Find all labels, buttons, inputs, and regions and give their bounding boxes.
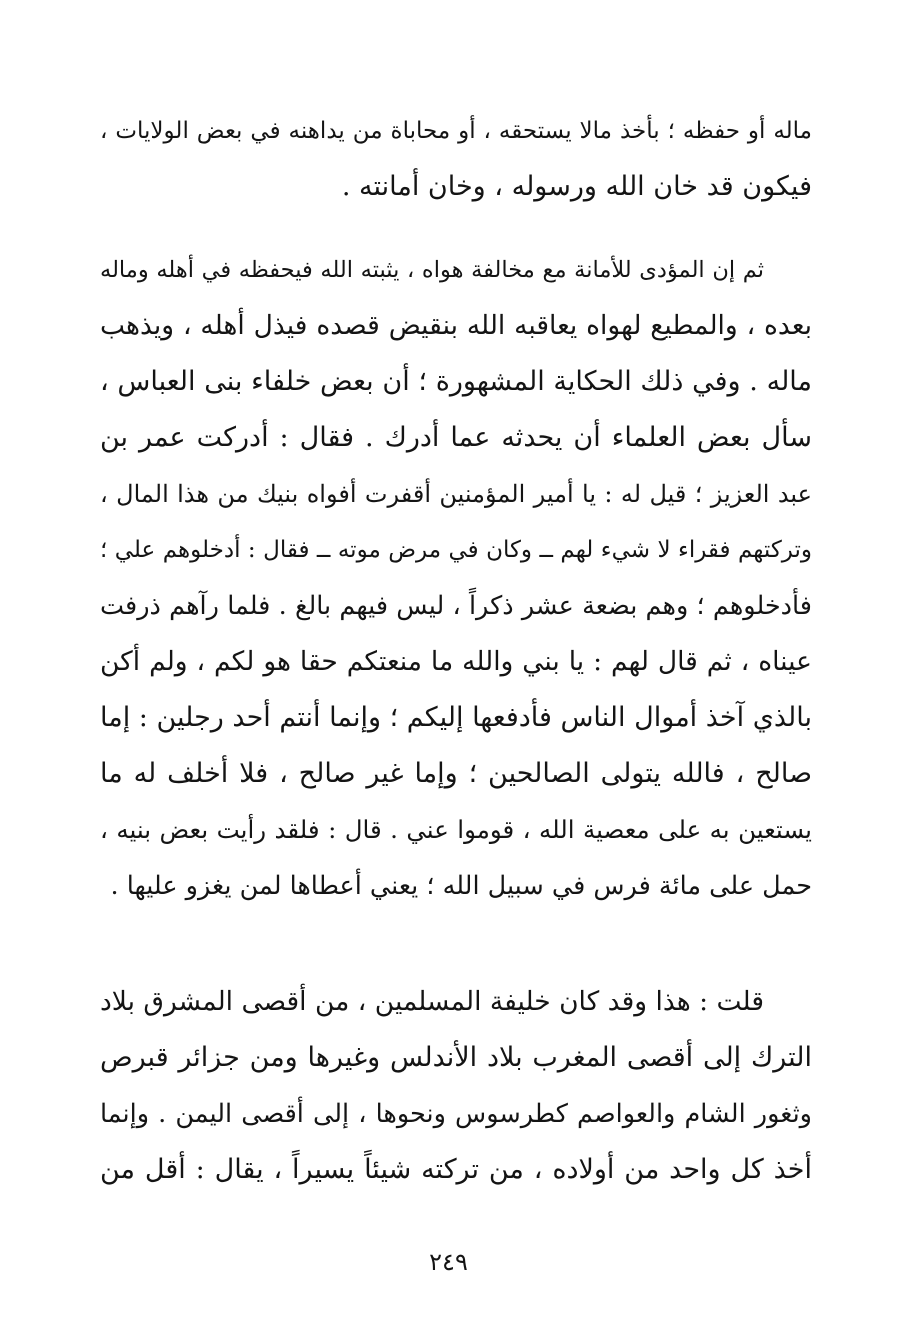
text-line: صالح ، فالله يتولى الصالحين ؛ وإما غير صالح ، فلا أخلف له ما bbox=[100, 758, 812, 789]
text-line: يستعين به على معصية الله ، قوموا عني . قال : فلقد رأيت بعض بنيه ، bbox=[100, 815, 812, 844]
text-line: بالذي آخذ أموال الناس فأدفعها إليكم ؛ وإنما أنتم أحد رجلين : إما bbox=[100, 702, 812, 733]
text-line: الترك إلى أقصى المغرب بلاد الأندلس وغيرها ومن جزائر قبرص bbox=[100, 1042, 812, 1073]
text-line: سأل بعض العلماء أن يحدثه عما أدرك . فقال : أدركت عمر بن bbox=[100, 422, 812, 453]
text-line: عيناه ، ثم قال لهم : يا بني والله ما منعتكم حقا هو لكم ، ولم أكن bbox=[100, 646, 812, 677]
text-line: ماله أو حفظه ؛ بأخذ مالا يستحقه ، أو محاباة من يداهنه في بعض الولايات ، bbox=[100, 118, 812, 144]
paragraph-continuation bbox=[100, 103, 812, 215]
text-line: ثم إن المؤدى للأمانة مع مخالفة هواه ، يثبته الله فيحفظه في أهله وماله bbox=[100, 257, 764, 283]
paragraph-omar-story bbox=[100, 242, 812, 914]
text-line: فيكون قد خان الله ورسوله ، وخان أمانته . bbox=[341, 171, 812, 202]
text-line: وتركتهم فقراء لا شيء لهم ــ وكان في مرض موته ــ فقال : أدخلوهم علي ؛ bbox=[100, 537, 812, 563]
text-line: بعده ، والمطيع لهواه يعاقبه الله بنقيض قصده فيذل أهله ، ويذهب bbox=[100, 310, 812, 341]
text-line: أخذ كل واحد من أولاده ، من تركته شيئاً يسيراً ، يقال : أقل من bbox=[100, 1154, 812, 1185]
paragraph-commentary bbox=[100, 974, 812, 1198]
text-line: فأدخلوهم ؛ وهم بضعة عشر ذكراً ، ليس فيهم بالغ . فلما رآهم ذرفت bbox=[100, 591, 812, 621]
page-number: ٢٤٩ bbox=[429, 1248, 468, 1276]
text-line: حمل على مائة فرس في سبيل الله ؛ يعني أعطاها لمن يغزو عليها . bbox=[110, 871, 812, 901]
text-line: ماله . وفي ذلك الحكاية المشهورة ؛ أن بعض خلفاء بنى العباس ، bbox=[100, 366, 812, 397]
text-line: وثغور الشام والعواصم كطرسوس ونحوها ، إلى أقصى اليمن . وإنما bbox=[100, 1099, 812, 1129]
text-line: قلت : هذا وقد كان خليفة المسلمين ، من أقصى المشرق بلاد bbox=[100, 986, 764, 1017]
text-line: عبد العزيز ؛ قيل له : يا أمير المؤمنين أقفرت أفواه بنيك من هذا المال ، bbox=[100, 480, 812, 508]
